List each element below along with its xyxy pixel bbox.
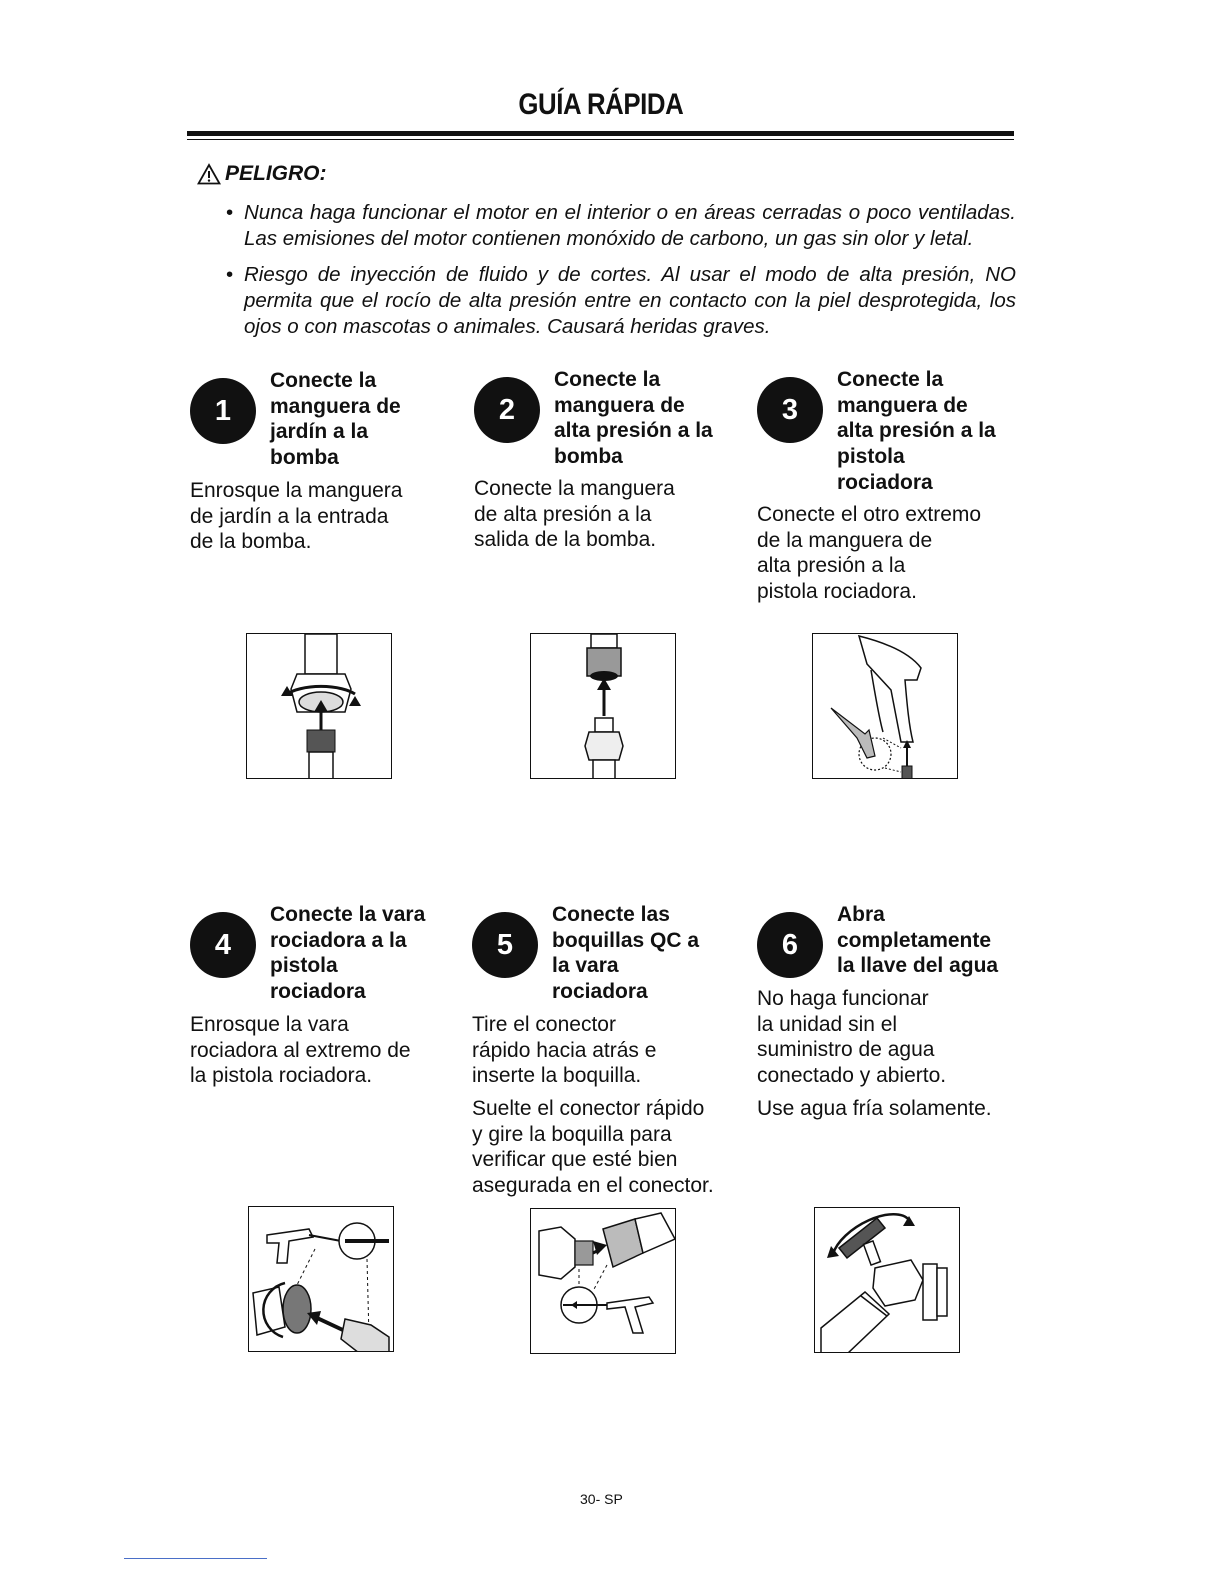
step-title: Conecte la manguera de alta presión a la bomba: [554, 368, 713, 469]
step-5: [472, 902, 752, 1202]
step-title: Abra completamente la llave del agua: [837, 903, 999, 978]
step-number-badge: 3: [757, 377, 823, 443]
step-4: [190, 902, 460, 1102]
step-1: [190, 368, 460, 568]
warning-triangle-icon: [197, 163, 221, 185]
step-text: Enrosque la vara rociadora al extremo de la pistola rociadora.: [190, 1013, 411, 1088]
water-faucet-illustration: [814, 1207, 960, 1353]
spray-gun-illustration: [812, 633, 958, 779]
danger-bullets: [226, 200, 1016, 350]
page-title: GUÍA RÁPIDA: [518, 88, 684, 121]
step-title: Conecte la vara rociadora a la pistola rociadora: [270, 903, 426, 1004]
step-text: Tire el conector rápido hacia atrás e inserte la boquilla.: [472, 1013, 657, 1088]
step-2: [474, 367, 744, 567]
wand-illustration: [248, 1206, 394, 1352]
danger-bullet: • Riesgo de inyección de fluido y de cortes. Al usar el modo de alta presión, NO permita que el rocío de alta presión entre en contacto con la piel desprotegida, los ojos o con mascotas o animales. Causará heridas graves.: [226, 262, 1016, 340]
step-title: Conecte las boquillas QC a la vara rociadora: [552, 903, 700, 1004]
step-text: Enrosque la manguera de jardín a la entrada de la bomba.: [190, 479, 403, 554]
danger-heading: [197, 162, 327, 186]
step-6: [757, 902, 1027, 1132]
step-text-secondary: Use agua fría solamente.: [757, 1097, 992, 1120]
title-rule-thick: [187, 131, 1014, 136]
step-number-badge: 4: [190, 912, 256, 978]
step-3: [757, 367, 1027, 607]
danger-bullet: • Nunca haga funcionar el motor en el interior o en áreas cerradas o poco ventiladas. Las emisiones del motor contienen monóxido de carbono, un gas sin olor y letal.: [226, 200, 1016, 252]
title-rule-thin: [187, 139, 1014, 140]
step-number-badge: 5: [472, 912, 538, 978]
step-number-badge: 1: [190, 378, 256, 444]
step-number-badge: 6: [757, 912, 823, 978]
high-pressure-hose-illustration: [530, 633, 676, 779]
step-text-secondary: Suelte el conector rápido y gire la boquilla para verificar que esté bien asegurada en el conector.: [472, 1097, 714, 1198]
page-number: 30- SP: [580, 1491, 623, 1507]
step-text: Conecte la manguera de alta presión a la salida de la bomba.: [474, 477, 675, 552]
step-title: Conecte la manguera de jardín a la bomba: [270, 369, 401, 470]
garden-hose-illustration: [246, 633, 392, 779]
scan-edge-line: [124, 1558, 267, 1559]
step-text: Conecte el otro extremo de la manguera de alta presión a la pistola rociadora.: [757, 503, 982, 604]
step-text: No haga funcionar la unidad sin el suministro de agua conectado y abierto.: [757, 987, 947, 1088]
danger-label: PELIGRO:: [225, 162, 327, 185]
qc-nozzle-illustration: [530, 1208, 676, 1354]
step-number-badge: 2: [474, 377, 540, 443]
step-title: Conecte la manguera de alta presión a la pistola rociadora: [837, 368, 996, 494]
